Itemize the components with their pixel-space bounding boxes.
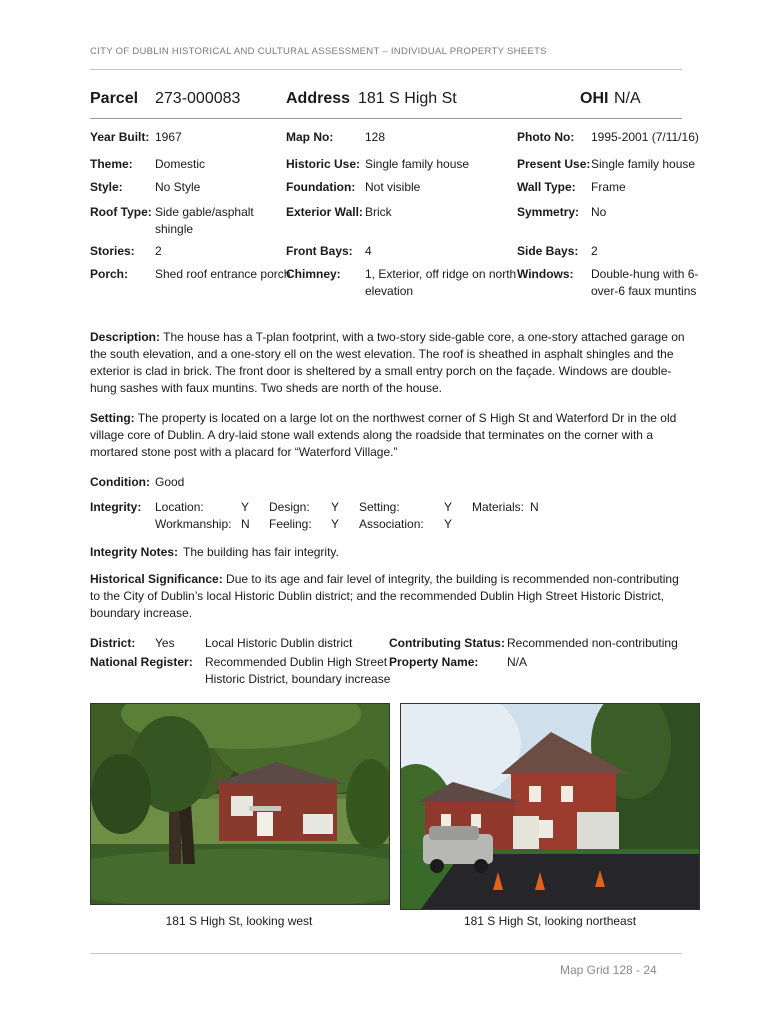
stories-label: Stories: xyxy=(90,244,135,258)
integrity-label: Integrity: xyxy=(90,500,142,514)
chimney-label: Chimney: xyxy=(286,267,341,281)
integrity-notes-label: Integrity Notes: xyxy=(90,545,179,559)
foundation-value: Not visible xyxy=(365,180,421,194)
historic-use-value: Single family house xyxy=(365,157,470,171)
integrity-workmanship-value: N xyxy=(241,517,250,531)
exterior-wall-label: Exterior Wall: xyxy=(286,205,363,219)
present-use-label: Present Use: xyxy=(517,157,591,171)
integrity-feeling-value: Y xyxy=(331,517,340,531)
integrity-association-label: Association: xyxy=(359,517,424,531)
description-label: Description: xyxy=(90,330,161,344)
integrity-materials-label: Materials: xyxy=(472,500,525,514)
house-northeast-image xyxy=(401,704,699,909)
map-no-label: Map No: xyxy=(286,130,334,144)
national-register-line-2: Historic District, boundary increase xyxy=(205,672,391,686)
historical-significance-text: Due to its age and fair level of integrity, the building is recommended non-contributing to the City of Dublin’s local Historic Dublin district; and the recommended Dublin High Street Historic District, boundary increase. xyxy=(90,572,679,620)
parcel-rule xyxy=(90,118,682,119)
district-label: District: xyxy=(90,636,136,650)
windows-line-2: over-6 faux muntins xyxy=(591,284,697,298)
national-register-value xyxy=(205,654,390,688)
description-text: The house has a T-plan footprint, with a two-story side-gable core, a one-story attached garage on the south elevation, and a one-story ell on the west elevation. The roof is sheathed in asphalt shingles and the exterior is clad in brick. The front door is sheltered by a small entry porch on the façade. Windows are double-hung sashes with faux muntins. Two sheds are north of the house. xyxy=(90,330,685,395)
national-register-line-1: Recommended Dublin High Street xyxy=(205,655,388,669)
map-no-value: 128 xyxy=(365,130,386,144)
chimney-line-1: 1, Exterior, off ridge on north xyxy=(365,267,517,281)
wall-type-label: Wall Type: xyxy=(517,180,576,194)
integrity-association-value: Y xyxy=(444,517,453,531)
front-bays-label: Front Bays: xyxy=(286,244,353,258)
foundation-label: Foundation: xyxy=(286,180,356,194)
integrity-location-label: Location: xyxy=(155,500,204,514)
present-use-value: Single family house xyxy=(591,157,696,171)
historic-use-label: Historic Use: xyxy=(286,157,361,171)
integrity-materials-value: N xyxy=(530,500,539,514)
roof-type-line-1: Side gable/asphalt xyxy=(155,205,254,219)
style-value: No Style xyxy=(155,180,201,194)
condition-label: Condition: xyxy=(90,475,150,489)
wall-type-value: Frame xyxy=(591,180,626,194)
style-label: Style: xyxy=(90,180,123,194)
year-built-label: Year Built: xyxy=(90,130,150,144)
setting-label: Setting: xyxy=(90,411,135,425)
roof-type-value xyxy=(155,204,254,238)
district-name: Local Historic Dublin district xyxy=(205,636,353,650)
integrity-location-value: Y xyxy=(241,500,250,514)
address-label: Address xyxy=(286,90,351,107)
contributing-status-value: Recommended non-contributing xyxy=(507,636,678,650)
house-west-image xyxy=(91,704,389,904)
chimney-line-2: elevation xyxy=(365,284,414,298)
photo-looking-northeast xyxy=(400,703,700,910)
symmetry-label: Symmetry: xyxy=(517,205,580,219)
side-bays-label: Side Bays: xyxy=(517,244,579,258)
integrity-notes-text: The building has fair integrity. xyxy=(183,545,339,559)
address-value: 181 S High St xyxy=(358,90,457,107)
setting-paragraph xyxy=(90,410,686,461)
page-header: CITY OF DUBLIN HISTORICAL AND CULTURAL ASSESSMENT – INDIVIDUAL PROPERTY SHEETS xyxy=(90,46,547,57)
windows-line-1: Double-hung with 6- xyxy=(591,267,699,281)
photo-west-caption: 181 S High St, looking west xyxy=(165,914,313,928)
parcel-value: 273-000083 xyxy=(155,90,241,107)
national-register-label: National Register: xyxy=(90,655,193,669)
front-bays-value: 4 xyxy=(365,244,372,258)
parcel-label: Parcel xyxy=(90,90,139,107)
porch-value: Shed roof entrance porch xyxy=(155,267,291,281)
ohi-label: OHI xyxy=(580,90,609,107)
year-built-value: 1967 xyxy=(155,130,182,144)
property-name-label: Property Name: xyxy=(389,655,479,669)
map-grid-footer: Map Grid 128 - 24 xyxy=(560,963,657,977)
photo-looking-west xyxy=(90,703,390,905)
contributing-status-label: Contributing Status: xyxy=(389,636,505,650)
integrity-design-label: Design: xyxy=(269,500,310,514)
header-rule xyxy=(90,69,682,70)
theme-label: Theme: xyxy=(90,157,133,171)
integrity-design-value: Y xyxy=(331,500,340,514)
setting-text: The property is located on a large lot on the northwest corner of S High St and Waterford Dr in the old village core of Dublin. A dry-laid stone wall extends along the roadside that terminates on the corner with a mortared stone post with a placard for “Waterford Village.” xyxy=(90,411,677,459)
description-paragraph xyxy=(90,329,686,397)
historical-significance-paragraph xyxy=(90,571,686,622)
ohi-value: N/A xyxy=(614,90,641,107)
porch-label: Porch: xyxy=(90,267,129,281)
photo-no-value: 1995-2001 (7/11/16) xyxy=(591,130,699,144)
photo-northeast-caption: 181 S High St, looking northeast xyxy=(463,914,637,928)
footer-rule xyxy=(90,953,682,954)
windows-value xyxy=(591,266,698,300)
photo-no-label: Photo No: xyxy=(517,130,575,144)
property-name-value: N/A xyxy=(507,655,528,669)
roof-type-label: Roof Type: xyxy=(90,205,152,219)
integrity-setting-label: Setting: xyxy=(359,500,400,514)
exterior-wall-value: Brick xyxy=(365,205,392,219)
district-value: Yes xyxy=(155,636,175,650)
condition-value: Good xyxy=(155,475,185,489)
historical-significance-label: Historical Significance: xyxy=(90,572,223,586)
stories-value: 2 xyxy=(155,244,162,258)
side-bays-value: 2 xyxy=(591,244,598,258)
integrity-workmanship-label: Workmanship: xyxy=(155,517,232,531)
symmetry-value: No xyxy=(591,205,607,219)
integrity-setting-value: Y xyxy=(444,500,453,514)
chimney-value xyxy=(365,266,516,300)
theme-value: Domestic xyxy=(155,157,206,171)
roof-type-line-2: shingle xyxy=(155,222,194,236)
windows-label: Windows: xyxy=(517,267,574,281)
integrity-feeling-label: Feeling: xyxy=(269,517,312,531)
